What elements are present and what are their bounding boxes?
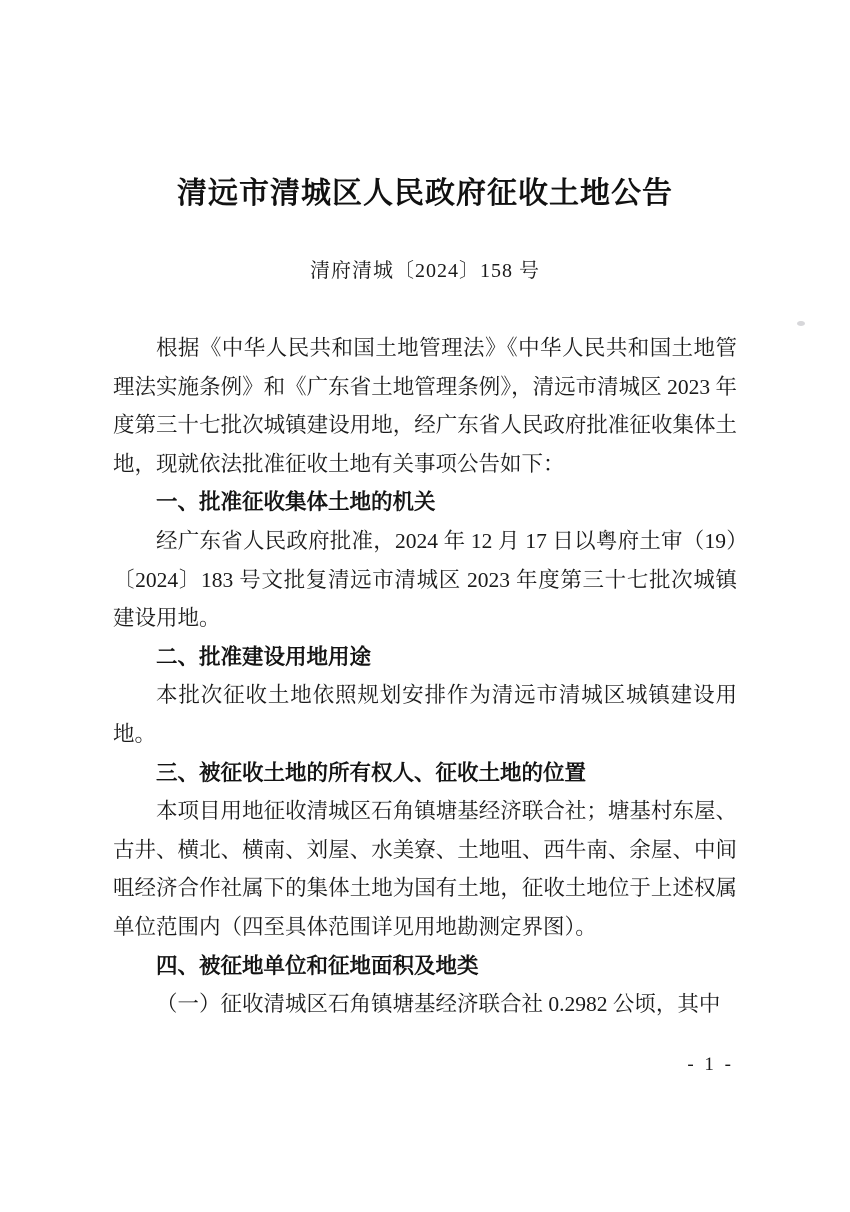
page-number: - 1 - xyxy=(687,1054,734,1075)
intro-paragraph: 根据《中华人民共和国土地管理法》《中华人民共和国土地管理法实施条例》和《广东省土地管理条例》，清远市清城区 2023 年度第三十七批次城镇建设用地，经广东省人民政府批准征收集体土地，现就依法批准征收土地有关事项公告如下： xyxy=(113,336,737,476)
document-number: 清府清城〔2024〕158 号 xyxy=(310,260,540,282)
section-1-heading: 一、批准征收集体土地的机关 xyxy=(156,490,436,515)
section-3-heading: 三、被征收土地的所有权人、征收土地的位置 xyxy=(156,760,587,785)
page-title: 清远市清城区人民政府征收土地公告 xyxy=(177,177,673,210)
section-3-paragraph: 本项目用地征收清城区石角镇塘基经济联合社；塘基村东屋、古井、横北、横南、刘屋、水美寮、土地咀、西牛南、余屋、中间咀经济合作社属下的集体土地为国有土地，征收土地位于上述权属单位范围内（四至具体范围详见用地勘测定界图）。 xyxy=(113,799,737,939)
section-2-heading: 二、批准建设用地用途 xyxy=(156,644,372,669)
document-content xyxy=(113,0,737,1024)
document-body xyxy=(113,329,737,1024)
section-2-paragraph: 本批次征收土地依照规划安排作为清远市清城区城镇建设用地。 xyxy=(113,683,737,746)
section-4-heading: 四、被征地单位和征地面积及地类 xyxy=(156,953,479,978)
section-1-paragraph: 经广东省人民政府批准，2024 年 12 月 17 日以粤府土审（19）〔2024〕183 号文批复清远市清城区 2023 年度第三十七批次城镇建设用地。 xyxy=(113,528,737,631)
section-4-paragraph: （一）征收清城区石角镇塘基经济联合社 0.2982 公顷，其中 xyxy=(156,992,721,1017)
scan-artifact xyxy=(797,321,805,326)
